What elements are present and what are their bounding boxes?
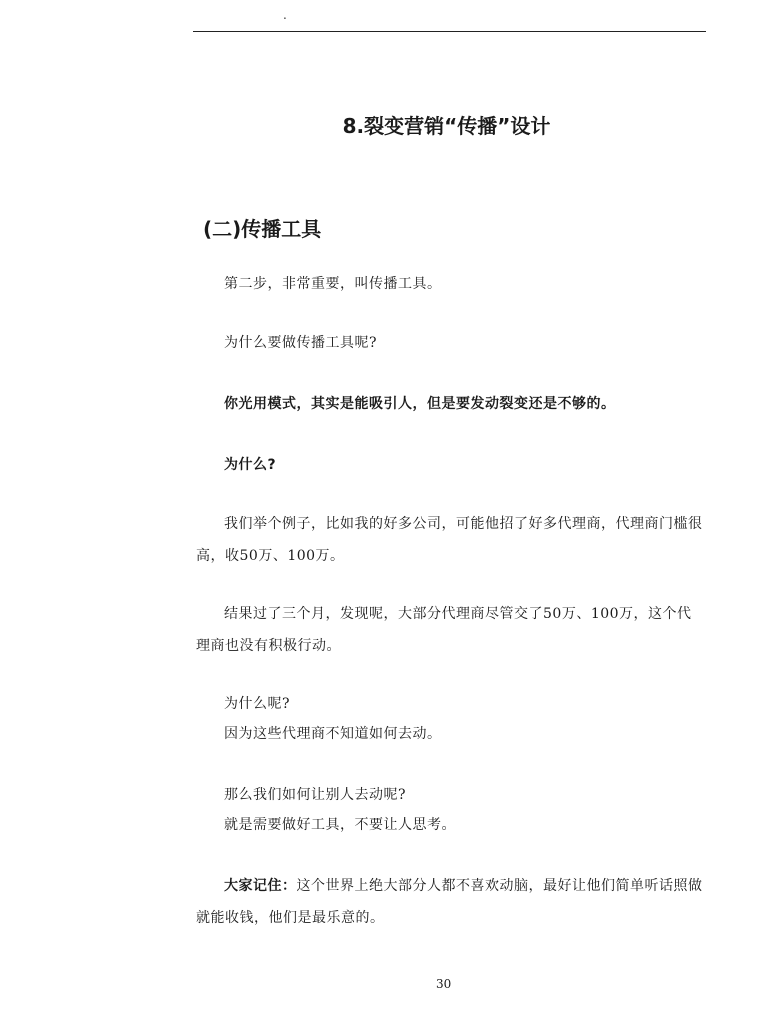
remember-label: 大家记住：: [224, 878, 297, 894]
paragraph-remember: [196, 870, 704, 934]
paragraph-mode-not-enough: 你光用模式，其实是能吸引人，但是要发动裂变还是不够的。: [224, 396, 616, 412]
page-title: 8.裂变营销“传播”设计: [342, 114, 551, 138]
paragraph-result: 结果过了三个月，发现呢，大部分代理商尽管交了50万、100万，这个代理商也没有积极行动。: [196, 606, 692, 654]
remember-text: 这个世界上绝大部分人都不喜欢动脑，最好让他们简单听话照做就能收钱，他们是最乐意的。: [196, 878, 703, 926]
paragraph-why: 为什么?: [224, 457, 277, 473]
page-number: 30: [436, 977, 452, 991]
header-mark: .: [283, 8, 287, 22]
paragraph-reason: 因为这些代理商不知道如何去动。: [224, 726, 442, 742]
paragraph-why-question: 为什么呢?: [224, 696, 291, 712]
paragraph-how-question: 那么我们如何让别人去动呢?: [224, 787, 407, 803]
paragraph-step-two: 第二步，非常重要，叫传播工具。: [224, 276, 442, 292]
section-heading: (二)传播工具: [203, 217, 322, 241]
paragraph-why-tools: 为什么要做传播工具呢?: [224, 335, 378, 351]
header-rule: [193, 31, 706, 32]
paragraph-answer: 就是需要做好工具，不要让人思考。: [224, 817, 456, 833]
paragraph-example: 我们举个例子，比如我的好多公司，可能他招了好多代理商，代理商门槛很高，收50万、100万。: [196, 516, 703, 564]
